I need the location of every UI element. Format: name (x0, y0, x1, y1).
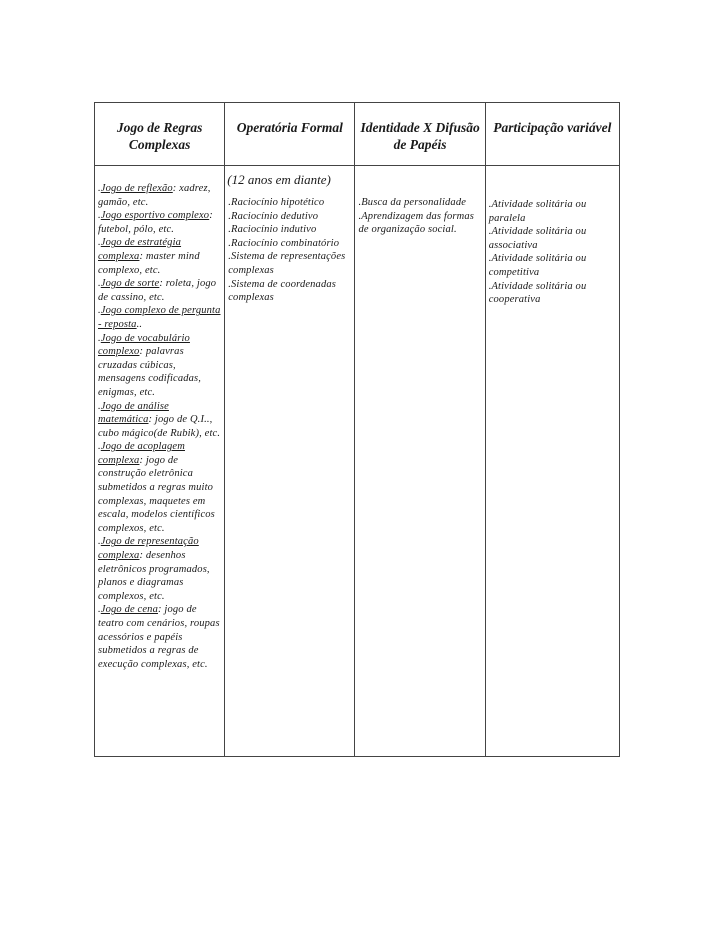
operational-item: .Raciocínio hipotético (228, 197, 325, 208)
game-name: Jogo de estratégia complexa (98, 237, 182, 262)
header-cell-operational (225, 103, 355, 166)
game-name: Jogo esportivo complexo (100, 210, 210, 222)
game-item: .Jogo complexo de pergunta - reposta.. (98, 305, 221, 330)
operational-item: .Sistema de representações complexas (228, 251, 346, 276)
header-cell-participation (485, 103, 619, 166)
game-item: .Jogo esportivo complexo: futebol, pólo, etc. (98, 210, 213, 235)
header-operational-label: Operatória Formal (236, 120, 343, 135)
participation-cell (485, 166, 619, 757)
game-name: Jogo de cena (100, 604, 158, 616)
game-item: .Jogo de vocabulário complexo: palavras cruzadas cúbicas, mensagens codificadas, enigmas, etc. (98, 332, 202, 398)
game-name: Jogo de análise matemática (98, 400, 169, 426)
identity-list (355, 194, 484, 237)
header-participation-label: Participação variável (493, 120, 612, 135)
participation-item: .Atividade solitária ou paralela (488, 199, 587, 224)
game-name: Jogo de reflexão (100, 183, 173, 194)
operational-cell (225, 166, 355, 757)
game-name: Jogo de sorte (100, 278, 160, 290)
header-row (95, 103, 620, 166)
game-item: .Jogo de cena: jogo de teatro com cenários, roupas acessórios e papéis submetidos a regras de execução complexas, etc. (98, 604, 220, 670)
games-cell (95, 166, 225, 757)
header-cell-identity (355, 103, 485, 166)
game-item: .Jogo de reflexão: xadrez, gamão, etc. (98, 183, 211, 208)
games-list (95, 180, 224, 671)
play-development-table (94, 102, 620, 757)
header-identity-label: Identidade X Difusão de Papéis (360, 120, 480, 152)
game-name: Jogo de vocabulário complexo (98, 332, 190, 358)
game-name: Jogo complexo de pergunta - reposta (98, 305, 221, 330)
age-subheading: (12 anos em diante) (227, 172, 331, 187)
identity-item: .Busca da personalidade (358, 197, 467, 208)
game-item: .Jogo de representação complexa: desenhos eletrônicos programados, planos e diagramas complexos, etc. (98, 536, 210, 602)
game-item: .Jogo de acoplagem complexa: jogo de construção eletrônica submetidos a regras muito complexas, maquetes em escala, modelos científicos complexos, etc. (98, 441, 215, 534)
participation-item: .Atividade solitária ou associativa (488, 226, 587, 251)
game-name: Jogo de representação complexa (98, 536, 199, 562)
header-games-label: Jogo de Regras Complexas (116, 120, 203, 152)
content-row (95, 166, 620, 757)
header-cell-games (95, 103, 225, 166)
operational-item: .Sistema de coordenadas complexas (228, 278, 336, 304)
game-name: Jogo de acoplagem complexa (98, 441, 185, 466)
game-item: .Jogo de análise matemática: jogo de Q.I.., cubo mágico(de Rubik), etc. (98, 400, 221, 439)
identity-cell (355, 166, 485, 757)
operational-item: .Raciocínio indutivo (228, 224, 317, 236)
operational-item: .Raciocínio combinatório (228, 237, 340, 249)
game-item: .Jogo de sorte: roleta, jogo de cassino, etc. (98, 278, 217, 303)
identity-item: .Aprendizagem das formas de organização social. (358, 210, 474, 236)
participation-item: .Atividade solitária ou cooperativa (488, 280, 587, 306)
operational-item: .Raciocínio dedutivo (228, 210, 319, 222)
game-item: .Jogo de estratégia complexa: master mind complexo, etc. (98, 237, 200, 276)
participation-item: .Atividade solitária ou competitiva (488, 253, 587, 278)
operational-list (225, 194, 354, 305)
participation-list (486, 196, 619, 307)
